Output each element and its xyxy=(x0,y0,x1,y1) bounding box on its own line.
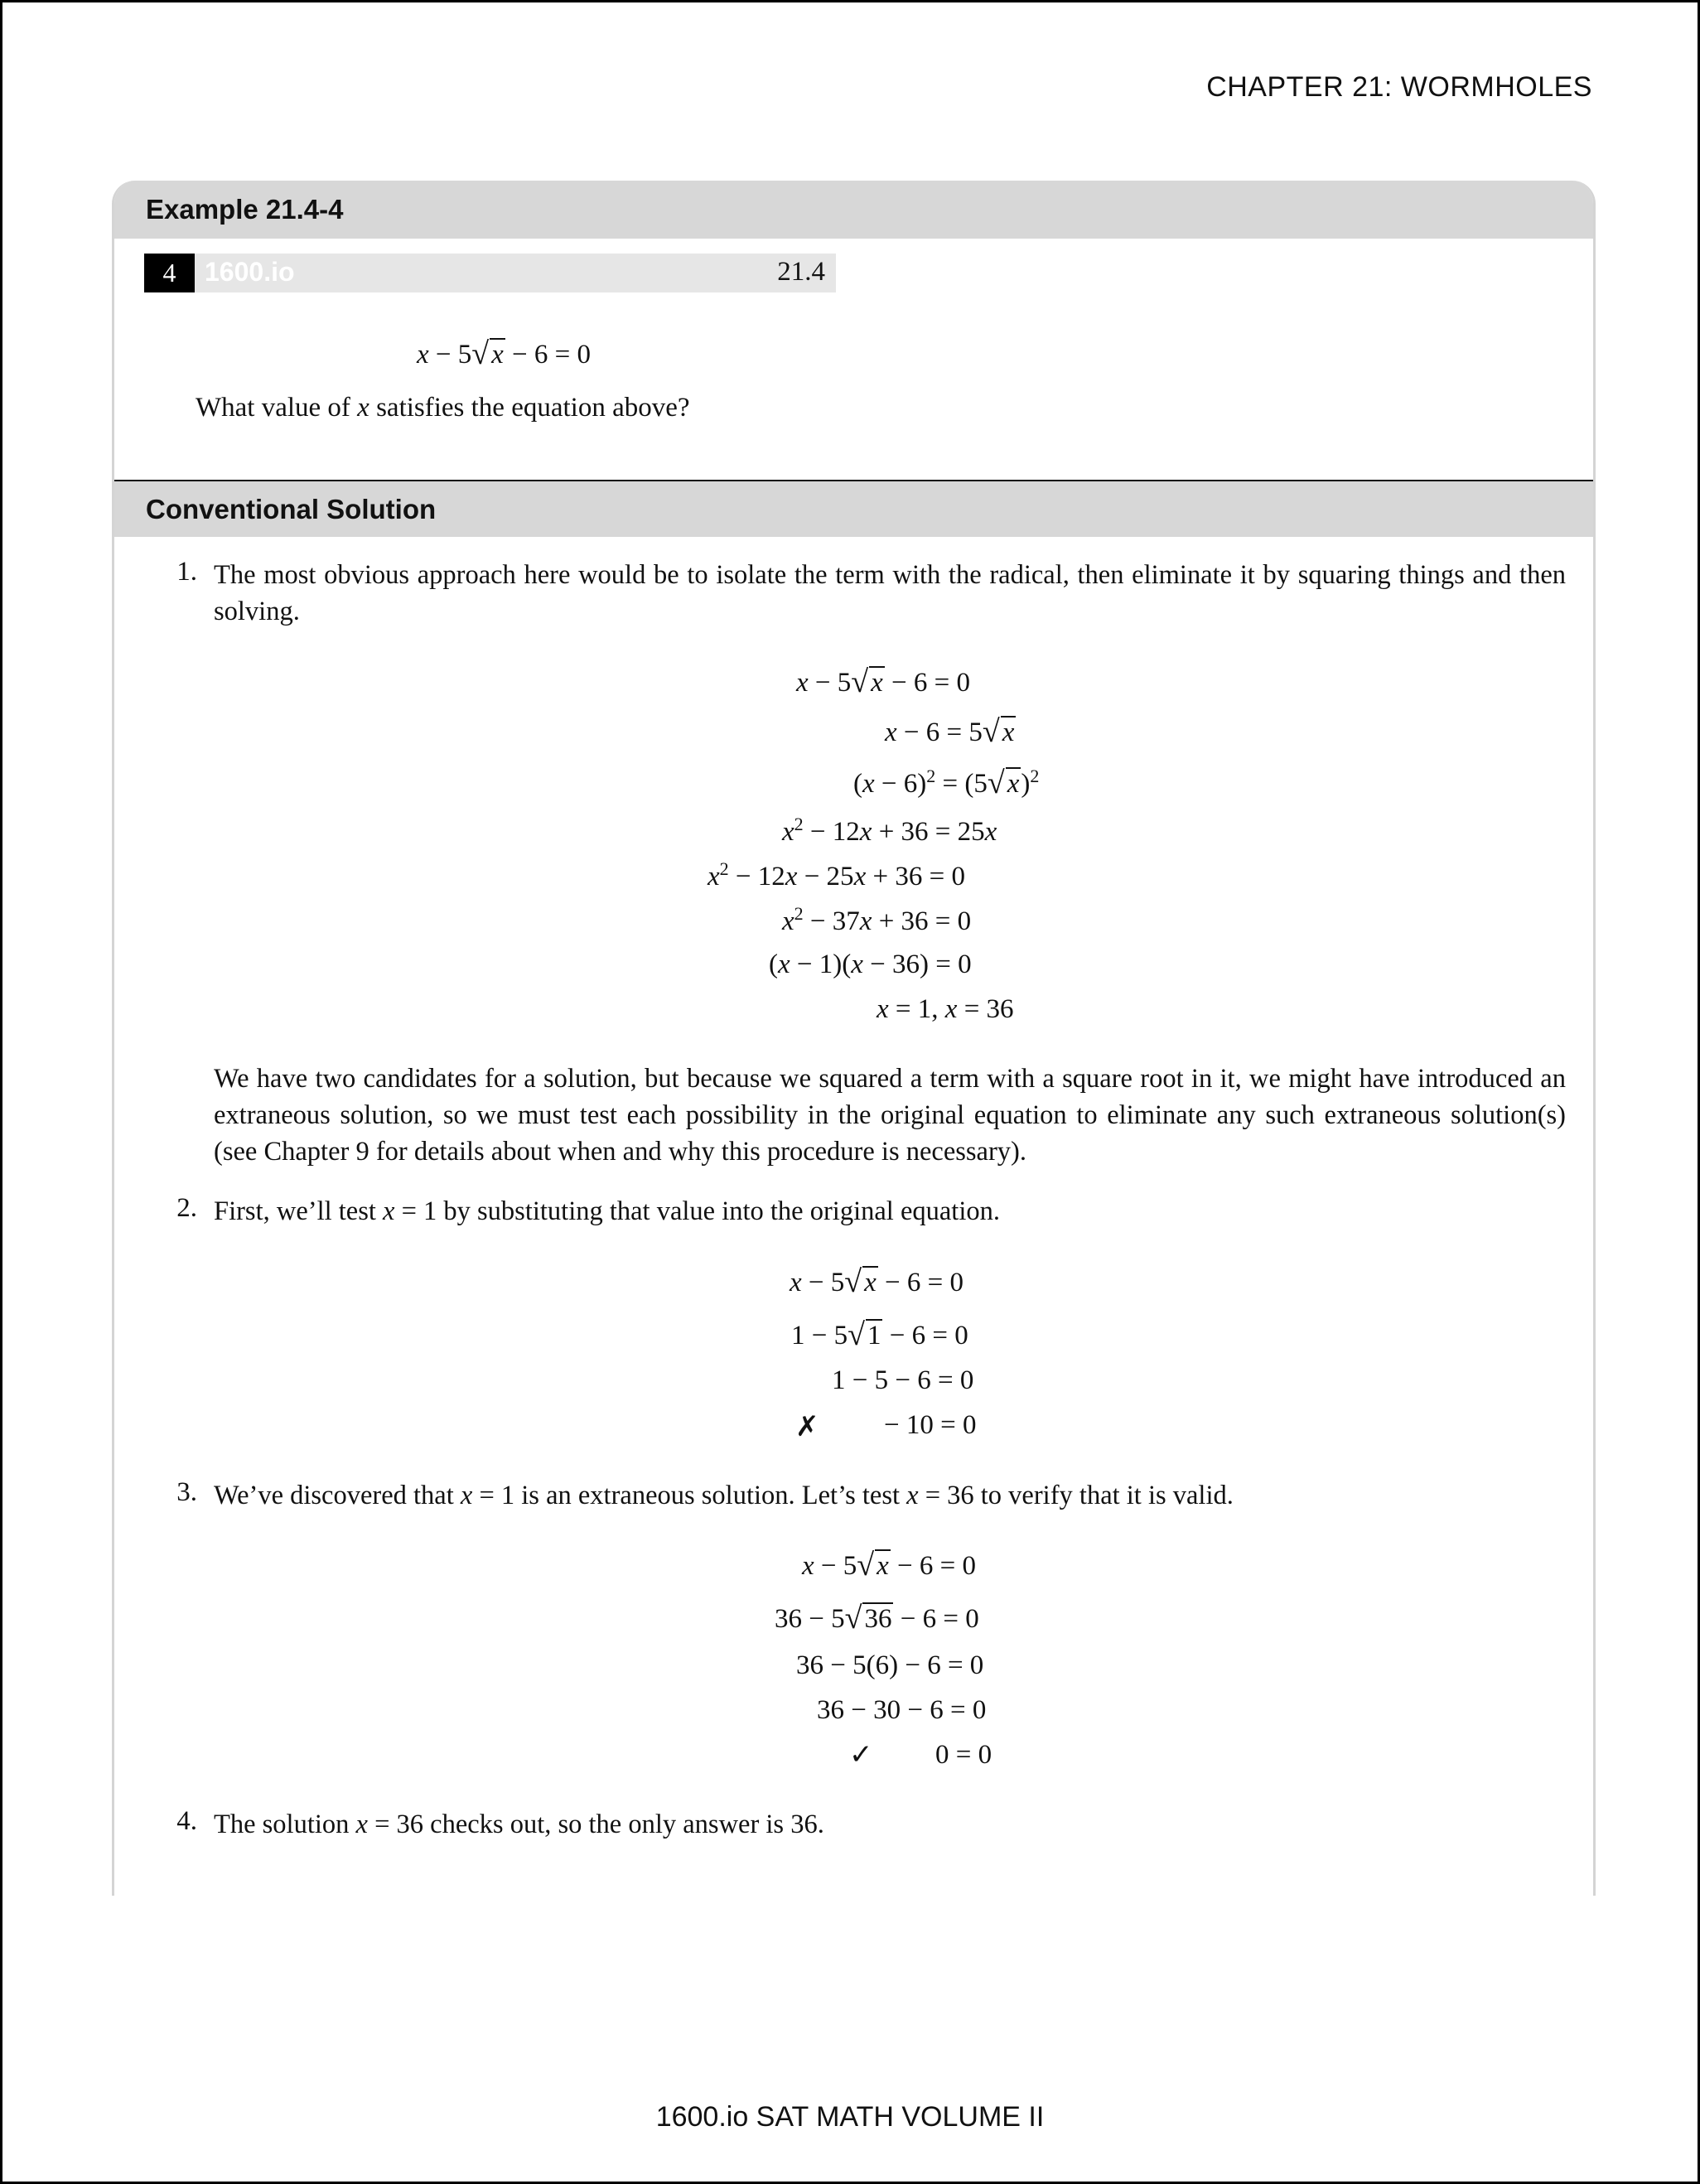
brand-label: 1600.io xyxy=(205,257,295,287)
math-line: x = 1, x = 36 xyxy=(877,994,1014,1024)
step-text: First, we’ll test x = 1 by substituting that value into the original equation. xyxy=(214,1196,1000,1226)
math-line: x − 6 = 5√x xyxy=(885,714,1015,749)
step-number: 3. xyxy=(176,1477,197,1507)
step-text: The most obvious approach here would be to isolate the term with the radical, then eliminate it by squaring things and then solving. xyxy=(214,560,1566,626)
math-line: (x − 1)(x − 36) = 0 xyxy=(769,949,972,979)
math-line: $x^2 - 12x + 36 = 25x$ xyxy=(782,814,997,847)
math-line: x − 5√x − 6 = 0 xyxy=(796,664,971,699)
math-line: $x^2 - 12x - 25x + 36 = 0$ xyxy=(708,858,965,891)
given-equation: x − 5√x − 6 = 0 xyxy=(417,336,592,371)
step-number: 4. xyxy=(176,1806,197,1836)
math-line: 1 − 5√1 − 6 = 0 xyxy=(791,1317,968,1352)
step-text: The solution x = 36 checks out, so the only answer is 36. xyxy=(214,1810,824,1839)
question-number: 4 xyxy=(144,254,195,292)
question-tag xyxy=(144,254,836,292)
math-line: $x^2 - 37x + 36 = 0$ xyxy=(782,903,972,936)
step-number: 1. xyxy=(176,557,197,587)
example-title: Example 21.4-4 xyxy=(114,181,1593,239)
check-mark-icon: ✓ xyxy=(849,1738,873,1771)
example-card xyxy=(112,181,1596,1896)
math-line: 36 − 30 − 6 = 0 xyxy=(817,1695,987,1725)
section-label: 21.4 xyxy=(777,257,825,287)
extraneous-note: We have two candidates for a solution, but because we squared a term with a square root in it, we might have introduced an extraneous solution, so we must test each possibility in the original equation to eliminate any such extraneous solution(s) (see Chapter 9 for details about when and why this procedure is necessary). xyxy=(214,1064,1566,1167)
math-line: $(x - 6)^2 = (5√x)^2$ xyxy=(853,766,1040,800)
footer: 1600.io SAT MATH VOLUME II xyxy=(655,2101,1045,2133)
step-text: We’ve discovered that x = 1 is an extraneous solution. Let’s test x = 36 to verify that it is valid. xyxy=(214,1481,1234,1510)
math-line: 0 = 0 xyxy=(935,1740,992,1770)
cross-mark-icon: ✗ xyxy=(795,1410,819,1443)
math-line: 1 − 5 − 6 = 0 xyxy=(832,1365,974,1395)
math-line: x − 5√x − 6 = 0 xyxy=(802,1548,977,1582)
math-line: 36 − 5(6) − 6 = 0 xyxy=(796,1650,984,1680)
math-line: x − 5√x − 6 = 0 xyxy=(790,1264,964,1299)
math-line: − 10 = 0 xyxy=(884,1410,977,1440)
step-number: 2. xyxy=(176,1193,197,1223)
math-line: 36 − 5√36 − 6 = 0 xyxy=(775,1601,979,1636)
solution-title: Conventional Solution xyxy=(114,481,1593,537)
question-text: What value of x satisfies the equation above? xyxy=(196,393,690,423)
chapter-header: CHAPTER 21: WORMHOLES xyxy=(1206,71,1592,103)
